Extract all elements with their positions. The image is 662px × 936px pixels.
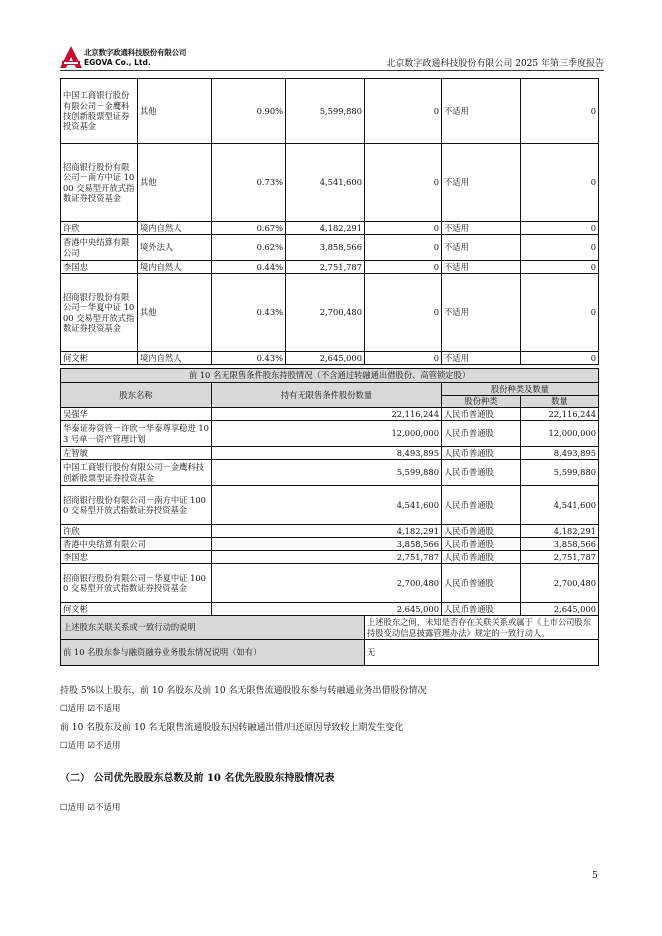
unrestricted-header-row [61,383,599,396]
col-share-amount: 数量 [521,396,599,408]
share-amount: 8,493,895 [521,447,599,460]
share-amount: 3,858,566 [521,538,599,551]
col-unrestricted-qty: 持有无限售条件股份数量 [212,383,442,408]
table-row [61,525,599,538]
shareholder-name: 香港中央结算有限公司 [61,235,138,261]
table-row [61,603,599,616]
share-kind: 人民币普通股 [442,564,521,603]
unrestricted-qty: 12,000,000 [212,421,442,447]
shareholder-name: 中国工商银行股份有限公司－金鹰科技创新股票型证券投资基金 [61,79,138,144]
share-count: 2,751,787 [286,261,365,274]
table-row [61,460,599,486]
shareholder-name: 华泰证券资管－许欣－华泰尊享稳进 103 号单一资产管理计划 [61,421,212,447]
pledge-status: 不适用 [442,352,521,365]
logo-english-name: EGOVA Co., Ltd. [84,58,151,67]
share-count: 5,599,880 [286,79,365,144]
shareholder-name: 吴强华 [61,408,212,421]
share-kind: 人民币普通股 [442,460,521,486]
pledge-quantity: 0 [521,261,599,274]
shareholding-ratio: 0.67% [212,222,286,235]
logo-chinese-name: 北京数字政通科技股份有限公司 [84,48,187,57]
logo-a-icon [60,46,82,68]
share-amount: 22,116,244 [521,408,599,421]
table-row [61,447,599,460]
shareholder-name: 招商银行股份有限公司－华夏中证 1000 交易型开放式指数证券投资基金 [61,274,138,352]
share-amount: 2,645,000 [521,603,599,616]
restricted-count: 0 [365,274,442,352]
share-count: 2,700,480 [286,274,365,352]
table-row [61,144,599,222]
unrestricted-qty: 4,541,600 [212,486,442,525]
share-kind: 人民币普通股 [442,421,521,447]
shareholder-name: 招商银行股份有限公司－南方中证 1000 交易型开放式指数证券投资基金 [61,486,212,525]
note-securities-lending: 持股 5%以上股东、前 10 名股东及前 10 名无限售流通股股东参与转融通业务出借股份情况 [60,686,427,696]
shareholding-ratio: 0.73% [212,144,286,222]
table-row [61,408,599,421]
share-amount: 2,751,787 [521,551,599,564]
shareholder-type: 其他 [138,79,212,144]
shareholder-name: 何文彬 [61,603,212,616]
shareholding-ratio: 0.44% [212,261,286,274]
section-preferred-shareholders: （二） 公司优先股股东总数及前 10 名优先股股东持股情况表 [60,773,335,784]
margin-value: 无 [365,640,599,666]
table-row [61,564,599,603]
unrestricted-qty: 5,599,880 [212,460,442,486]
share-amount: 2,700,480 [521,564,599,603]
share-kind: 人民币普通股 [442,551,521,564]
table-row [61,551,599,564]
shareholder-name: 中国工商银行股份有限公司－金鹰科技创新股票型证券投资基金 [61,460,212,486]
pledge-status: 不适用 [442,235,521,261]
table-row [61,538,599,551]
shareholding-ratio: 0.43% [212,274,286,352]
pledge-quantity: 0 [521,144,599,222]
shareholder-name: 招商银行股份有限公司－南方中证 1000 交易型开放式指数证券投资基金 [61,144,138,222]
unrestricted-qty: 22,116,244 [212,408,442,421]
unrestricted-qty: 4,182,291 [212,525,442,538]
share-amount: 4,182,291 [521,525,599,538]
pledge-quantity: 0 [521,274,599,352]
shareholder-name: 香港中央结算有限公司 [61,538,212,551]
page-header [60,44,604,71]
share-amount: 4,541,600 [521,486,599,525]
table-row [61,352,599,365]
table-row [61,274,599,352]
shareholding-ratio: 0.90% [212,79,286,144]
share-kind: 人民币普通股 [442,408,521,421]
restricted-count: 0 [365,352,442,365]
share-kind: 人民币普通股 [442,525,521,538]
restricted-count: 0 [365,79,442,144]
pledge-quantity: 0 [521,222,599,235]
relation-row [61,616,599,640]
unrestricted-qty: 2,700,480 [212,564,442,603]
share-kind: 人民币普通股 [442,447,521,460]
col-share-kind-group: 股份种类及数量 [442,383,599,396]
shareholder-name: 李国忠 [61,551,212,564]
pledge-quantity: 0 [521,235,599,261]
shareholding-ratio: 0.43% [212,352,286,365]
share-amount: 12,000,000 [521,421,599,447]
shareholder-name: 李国忠 [61,261,138,274]
restricted-count: 0 [365,235,442,261]
table-row [61,222,599,235]
top10-shareholders-table [60,78,599,365]
pledge-status: 不适用 [442,79,521,144]
col-share-kind: 股份种类 [442,396,521,408]
note-lending-change-options: ☐适用 ☑不适用 [60,741,121,751]
col-shareholder-name: 股东名称 [61,383,212,408]
shareholder-type: 境内自然人 [138,222,212,235]
shareholder-name: 招商银行股份有限公司－华夏中证 1000 交易型开放式指数证券投资基金 [61,564,212,603]
note-securities-lending-options: ☐适用 ☑不适用 [60,704,121,714]
share-kind: 人民币普通股 [442,486,521,525]
share-count: 4,541,600 [286,144,365,222]
restricted-count: 0 [365,222,442,235]
share-amount: 5,599,880 [521,460,599,486]
margin-row [61,640,599,666]
unrestricted-title-row [61,369,599,383]
pledge-quantity: 0 [521,79,599,144]
pledge-quantity: 0 [521,352,599,365]
unrestricted-title: 前 10 名无限售条件股东持股情况（不含通过转融通出借股份、高管锁定股） [61,369,599,383]
preferred-options: ☐适用 ☑不适用 [60,803,121,813]
company-logo [60,44,200,70]
share-kind: 人民币普通股 [442,603,521,616]
pledge-status: 不适用 [442,144,521,222]
unrestricted-qty: 2,751,787 [212,551,442,564]
unrestricted-qty: 2,645,000 [212,603,442,616]
shareholder-name: 许欣 [61,525,212,538]
restricted-count: 0 [365,261,442,274]
share-count: 4,182,291 [286,222,365,235]
pledge-status: 不适用 [442,222,521,235]
unrestricted-qty: 3,858,566 [212,538,442,551]
pledge-status: 不适用 [442,261,521,274]
share-count: 2,645,000 [286,352,365,365]
margin-label: 前 10 名股东参与融资融券业务股东情况说明（如有） [61,640,365,666]
shareholder-type: 境内自然人 [138,261,212,274]
table-row [61,486,599,525]
shareholder-name: 许欣 [61,222,138,235]
table-row [61,79,599,144]
table-row [61,261,599,274]
relation-label: 上述股东关联关系或一致行动的说明 [61,616,365,640]
shareholder-type: 其他 [138,274,212,352]
page-number: 5 [592,871,598,881]
shareholder-name: 左智敏 [61,447,212,460]
note-lending-change: 前 10 名股东及前 10 名无限售流通股股东因转融通出借/归还原因导致较上期发生变化 [60,723,404,733]
report-title: 北京数字政通科技股份有限公司 2025 年第三季度报告 [386,59,604,69]
table-row [61,235,599,261]
share-kind: 人民币普通股 [442,538,521,551]
table-row [61,421,599,447]
restricted-count: 0 [365,144,442,222]
shareholder-type: 境外法人 [138,235,212,261]
shareholder-type: 其他 [138,144,212,222]
relation-value: 上述股东之间，未知是否存在关联关系或属于《上市公司股东持股变动信息披露管理办法》规定的一致行动人。 [365,616,599,640]
unrestricted-qty: 8,493,895 [212,447,442,460]
shareholder-name: 何文彬 [61,352,138,365]
unrestricted-shareholders-table [60,368,599,666]
share-count: 3,858,566 [286,235,365,261]
pledge-status: 不适用 [442,274,521,352]
shareholder-type: 境内自然人 [138,352,212,365]
shareholding-ratio: 0.62% [212,235,286,261]
